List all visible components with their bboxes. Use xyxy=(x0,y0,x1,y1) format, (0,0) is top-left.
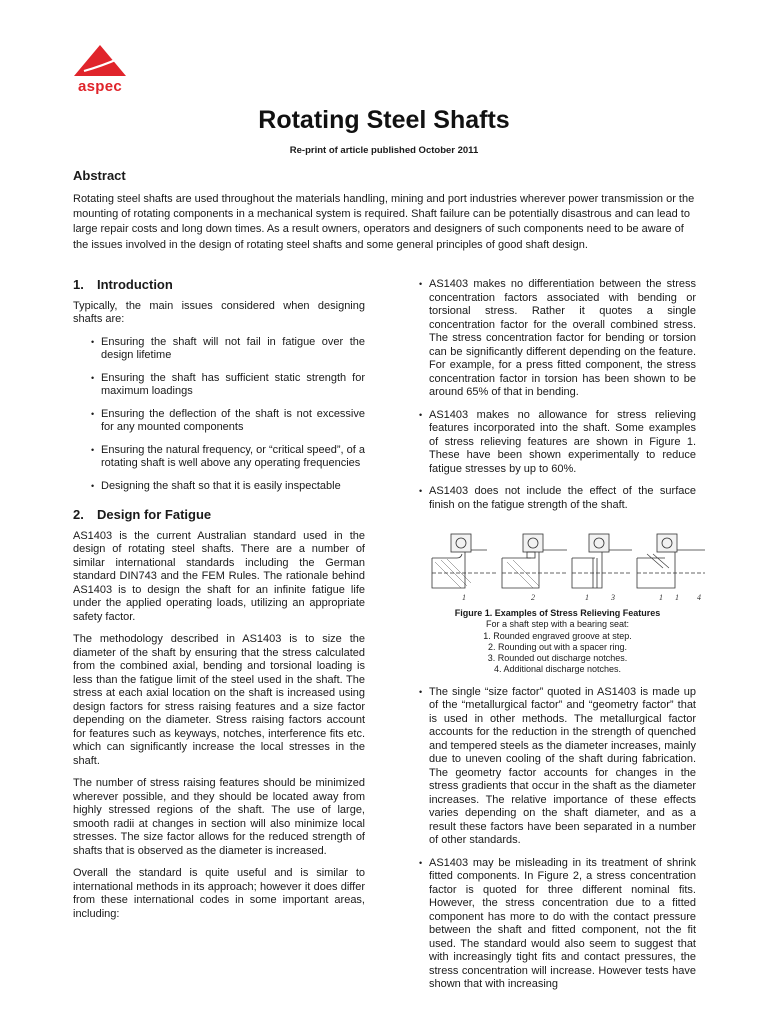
intro-bullet-list xyxy=(73,336,365,494)
as1403-bullet: • The single “size factor” quoted in AS1403 is made up of the “metallurgical factor” and “geometry factor” that is used in other methods. The metallurgical factor accounts for the reduction in the strength of quenched and tempered steels as the diameter increases, mainly due to uneven cooling of the shaft during fabrication. The geometry factor accounts for changes in the stress gradients that occur in the shaft as the diameter increases. The relative importance of these effects varies depending on the shaft diameter, and as a result these factors have been separated in a number of other standards. xyxy=(419,686,696,848)
figure-1-drawing xyxy=(427,528,709,604)
as1403-bullet: • AS1403 does not include the effect of the surface finish on the fatigue strength of the shaft. xyxy=(419,485,696,512)
fatigue-paragraph: The methodology described in AS1403 is to size the diameter of the shaft by ensuring that the stress calculated from the combined axial, bending and torsional loading is less than the fatigue limit of the steel used in the shaft. The stress at each axial location on the shaft is increased using design factors for stress raising features and a size factor depending on the diameter. Stress raising factors account for features such as keyways, notches, interference fits etc. which can significantly increase the local stresses in the shaft. xyxy=(73,633,365,767)
intro-lead: Typically, the main issues considered when designing shafts are: xyxy=(73,299,365,325)
fatigue-paragraph: AS1403 is the current Australian standard used in the design of rotating steel shafts. There are a number of similar international standards including the German standard DIN743 and the FEM Rules. The rationale behind AS1403 is to design the shaft for an infinite fatigue life under the applied operating loads, utilizing an appropriate safety factor. xyxy=(73,529,365,623)
figure-label: 1 xyxy=(659,593,663,602)
intro-bullet: • Ensuring the deflection of the shaft is not excessive for any mounted components xyxy=(73,408,365,435)
abstract-text: Rotating steel shafts are used throughout the materials handling, mining and port industries wherever power transmission or the mounting of rotating components in a mechanical system is required. Shaft failure can be potentially disastrous and can lead to large repair costs and long down times. As a result owners, operators and designers of such components need to be aware of the issues involved in the design of rotating steel shafts and some general principles of good shaft design. xyxy=(73,193,695,251)
fatigue-paragraph: Overall the standard is quite useful and is similar to international methods in its approach; however it does differ from these international codes in some important areas, including: xyxy=(73,867,365,920)
figure-caption-line: 4. Additional discharge notches. xyxy=(493,664,622,675)
left-column xyxy=(73,278,365,930)
intro-number: 1. xyxy=(73,277,84,292)
figure-1-caption xyxy=(419,608,696,676)
abstract-heading: Abstract xyxy=(73,168,126,183)
as1403-bullet: • AS1403 makes no allowance for stress relieving features incorporated into the shaft. Some examples of stress relieving features are shown in Figure 1. These have been shown experimentally to reduce fatigue stresses by up to 60%. xyxy=(419,409,696,477)
figure-caption-line: 2. Rounding out with a spacer ring. xyxy=(487,641,628,652)
figure-label: 1 xyxy=(585,593,589,602)
fatigue-heading xyxy=(73,508,365,522)
as1403-bullet: • AS1403 may be misleading in its treatment of shrink fitted components. In Figure 2, a stress concentration factor is quoted for three different nominal fits. However, the stress concentration due to a fitted component has more to do with the contact pressure between the shaft and fitted component, not the fit used. The standard would also seem to suggest that with increasingly tight fits and contact pressures, the stress concentration will increase. However tests have shown that with increasing xyxy=(419,857,696,992)
fatigue-number: 2. xyxy=(73,507,84,522)
intro-bullet: • Designing the shaft so that it is easily inspectable xyxy=(73,480,365,494)
page-title: Rotating Steel Shafts xyxy=(258,106,510,134)
figure-label: 1 xyxy=(462,593,466,602)
right-column xyxy=(419,278,701,1001)
figure-caption-line: 1. Rounded engraved groove at step. xyxy=(483,630,632,641)
figure-label: 4 xyxy=(697,593,701,602)
as1403-bullet-list xyxy=(419,278,696,512)
intro-bullet: • Ensuring the shaft has sufficient static strength for maximum loadings xyxy=(73,372,365,399)
figure-label: 2 xyxy=(531,593,535,602)
aspec-logo xyxy=(70,44,130,94)
figure-label: 3 xyxy=(611,593,615,602)
intro-bullet: • Ensuring the natural frequency, or “critical speed”, of a rotating shaft is well above any operating frequencies xyxy=(73,444,365,471)
intro-bullet: • Ensuring the shaft will not fail in fatigue over the design lifetime xyxy=(73,336,365,363)
page-subtitle: Re-print of article published October 2011 xyxy=(289,145,479,156)
figure-caption-line: For a shaft step with a bearing seat: xyxy=(485,619,630,630)
figure-caption-title: Figure 1. Examples of Stress Relieving Features xyxy=(454,608,661,618)
as1403-bullet: • AS1403 makes no differentiation between the stress concentration factors associated with bending or torsional stress. Rather it quotes a single concentration factor for the overall combined stress. The stress concentration factor for bending or torsion can be significantly different depending on the feature. For example, for a press fitted component, the stress concentration factor in torsion has been shown to be around 65% of that in bending. xyxy=(419,278,696,400)
logo-text: aspec xyxy=(77,78,123,95)
aspec-triangle-icon xyxy=(70,44,130,78)
figure-caption-line: 3. Rounded out discharge notches. xyxy=(487,653,628,664)
figure-label: 1 xyxy=(675,593,679,602)
fatigue-heading-text: Design for Fatigue xyxy=(97,507,212,522)
stress-relief-diagram xyxy=(427,528,709,604)
fatigue-paragraph: The number of stress raising features should be minimized wherever possible, and they should be located away from highly stressed regions of the shaft. The use of large, smooth radii at changes in section will also minimize local stresses. The size factor allows for the reduced strength of shafts that is observed as the diameter is increased. xyxy=(73,777,365,857)
as1403-bullet-list-2 xyxy=(419,686,696,992)
intro-heading-text: Introduction xyxy=(97,277,173,292)
intro-heading xyxy=(73,278,365,292)
